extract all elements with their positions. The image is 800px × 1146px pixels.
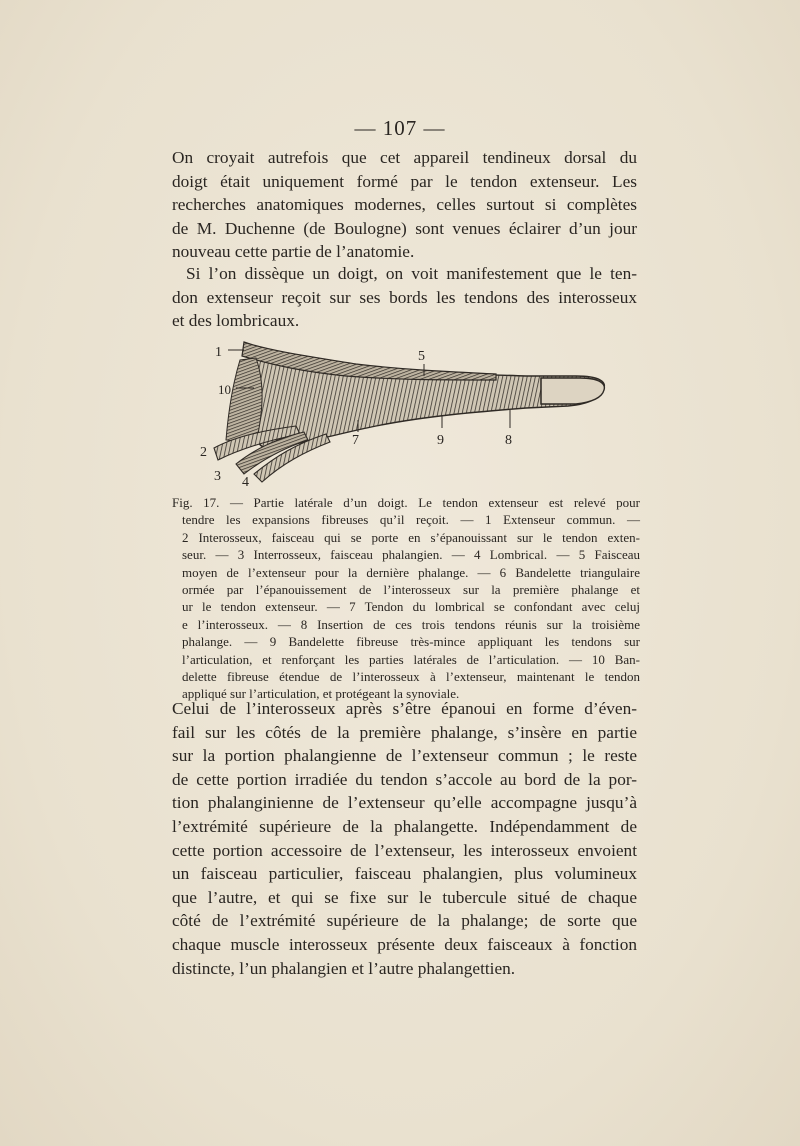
caption-line: 2 Interosseux, faisceau qui se porte en s’épanouissant sur le tendon exten-	[182, 529, 640, 545]
text-line: de M. Duchenne (de Boulogne) sont venues éclairer d’un jour	[172, 218, 637, 238]
text-line: sur la portion phalangienne de l’extenseur commun ; le reste	[172, 746, 637, 766]
text-line: nouveau cette partie de l’anatomie.	[172, 242, 415, 262]
caption-line: delette fibreuse étendue de l’interosseux à l’extenseur, maintenant le tendon	[182, 669, 640, 685]
figure-label-9: 9	[437, 433, 444, 448]
text-line: cette portion accessoire de l’extenseur, les interosseux envoient	[172, 840, 637, 860]
text-line: Celui de l’interosseux après s’être épanoui en forme d’éven-	[172, 699, 637, 718]
finger-illustration	[196, 336, 616, 488]
text-line: l’extrémité supérieure de la phalangette. Indépendamment de	[172, 816, 637, 836]
page-number: — 107 —	[354, 116, 446, 140]
caption-line: Fig. 17. — Partie latérale d’un doigt. Le tendon extenseur est relevé pour	[172, 495, 640, 510]
text-line: et des lombricaux.	[172, 311, 300, 331]
text-line: tion phalanginienne de l’extenseur qu’elle accompagne jusqu’à	[172, 793, 637, 813]
figure-label-8: 8	[505, 433, 512, 448]
text-line: chaque muscle interosseux présente deux faisceaux à fonction	[172, 934, 637, 954]
phalanx-tip	[541, 378, 604, 404]
text-line: un faisceau particulier, faisceau phalangien, plus volumineux	[172, 864, 637, 884]
figure-label-2: 2	[200, 445, 207, 460]
finger-anatomy-figure	[196, 336, 616, 488]
text-line: distincte, l’un phalangien et l’autre phalangettien.	[172, 958, 516, 978]
caption-line: e l’interosseux. — 8 Insertion de ces trois tendons réunis sur la troisième	[182, 616, 640, 632]
paragraph-2	[172, 262, 637, 333]
caption-line: appliqué sur l’articulation, et protégeant la synoviale.	[182, 686, 460, 702]
text-line: On croyait autrefois que cet appareil tendineux dorsal du	[172, 148, 637, 167]
figure-label-7: 7	[352, 433, 359, 448]
caption-line: moyen de l’extenseur pour la dernière phalange. — 6 Bandelette triangulaire	[182, 564, 640, 580]
caption-line: ur le tendon extenseur. — 7 Tendon du lombrical se confondant avec celuj	[182, 599, 640, 615]
interosseous-fan	[226, 358, 262, 444]
figure-label-5: 5	[418, 349, 425, 364]
text-line: fail sur les côtés de la première phalange, s’insère en partie	[172, 722, 637, 742]
text-line: recherches anatomiques modernes, celles surtout si complètes	[172, 195, 637, 215]
figure-label-10: 10	[218, 382, 231, 397]
text-line: côté de l’extrémité supérieure de la phalange; de sorte que	[172, 911, 637, 931]
caption-line: phalange. — 9 Bandelette fibreuse très-mince appliquant les tendons sur	[182, 634, 640, 650]
text-line: Si l’on dissèque un doigt, on voit manifestement que le ten-	[186, 264, 637, 283]
figure-label-3: 3	[214, 469, 221, 484]
caption-line: l’articulation, et renforçant les parties latérales de l’articulation. — 10 Ban-	[182, 651, 640, 667]
caption-line: tendre les expansions fibreuses qu’il reçoit. — 1 Extenseur commun. —	[182, 512, 640, 528]
caption-line: seur. — 3 Interrosseux, faisceau phalangien. — 4 Lombrical. — 5 Faisceau	[182, 547, 640, 563]
text-line: que l’autre, et qui se fixe sur le tubercule situé de chaque	[172, 887, 637, 907]
text-line: don extenseur reçoit sur ses bords les tendons des interosseux	[172, 287, 637, 307]
figure-label-1: 1	[215, 345, 222, 360]
figure-caption	[172, 494, 640, 703]
paragraph-3	[172, 697, 637, 980]
caption-line: ormée par l’épanouissement de l’interosseux sur la première phalange et	[182, 582, 640, 598]
figure-label-4: 4	[242, 475, 249, 488]
paragraph-1	[172, 146, 637, 264]
text-line: de cette portion irradiée du tendon s’accole au bord de la por-	[172, 769, 637, 789]
text-line: doigt était uniquement formé par le tendon extenseur. Les	[172, 171, 637, 191]
